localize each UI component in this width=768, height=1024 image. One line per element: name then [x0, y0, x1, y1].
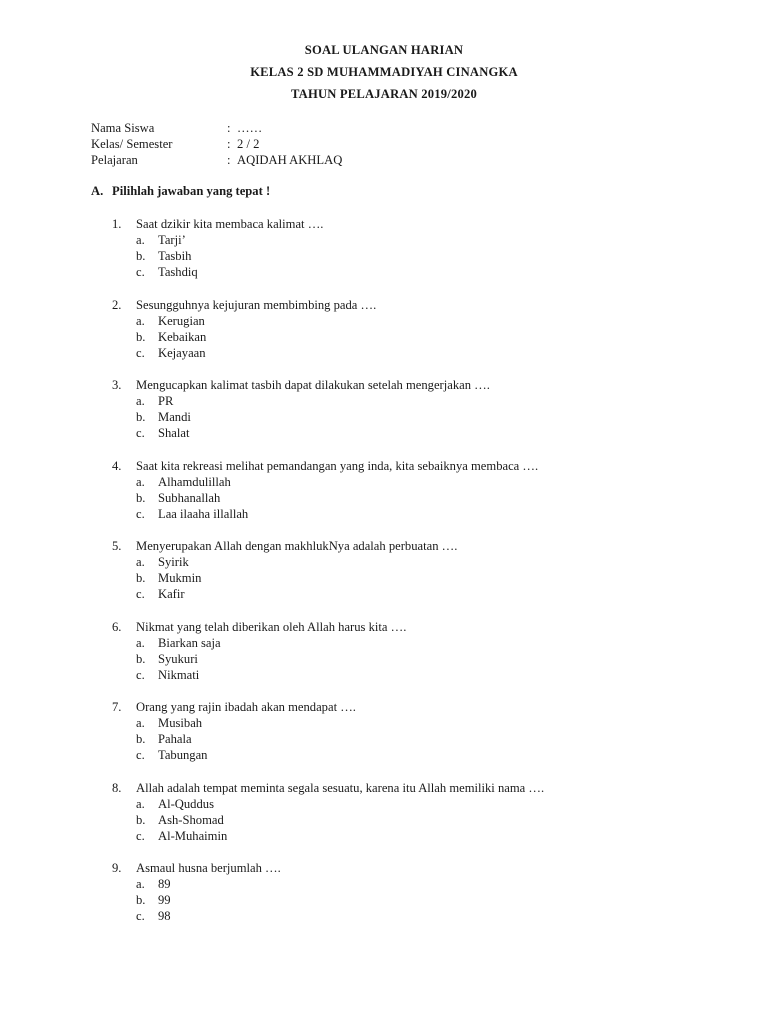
section-instruction: Pilihlah jawaban yang tepat ! — [112, 184, 271, 198]
answer-option — [112, 747, 752, 763]
question-stem — [112, 860, 752, 876]
answer-option — [112, 474, 752, 490]
answer-option — [112, 345, 752, 361]
header-year: TAHUN PELAJARAN 2019/2020 — [291, 87, 477, 101]
option-letter: c. — [136, 345, 145, 360]
option-letter: a. — [136, 877, 145, 891]
info-label: Pelajaran — [91, 153, 138, 167]
question-stem — [112, 377, 752, 393]
question-item — [112, 297, 752, 378]
document-header — [0, 39, 768, 105]
question-number: 4. — [112, 458, 122, 473]
answer-option — [112, 329, 752, 345]
question-number: 3. — [112, 378, 122, 392]
option-letter: c. — [136, 265, 145, 279]
option-text: Mandi — [158, 410, 191, 424]
info-colon: : — [227, 153, 231, 167]
option-letter: c. — [136, 748, 145, 762]
info-value: 2 / 2 — [237, 137, 260, 151]
answer-option — [112, 425, 752, 441]
option-letter: b. — [136, 249, 146, 263]
question-number: 5. — [112, 539, 122, 553]
option-letter: c. — [136, 667, 145, 682]
info-colon: : — [227, 137, 231, 151]
header-title: SOAL ULANGAN HARIAN — [304, 43, 464, 57]
question-item — [112, 377, 752, 458]
option-text: 89 — [158, 877, 171, 891]
option-letter: a. — [136, 474, 145, 489]
option-letter: b. — [136, 732, 146, 746]
answer-option — [112, 313, 752, 329]
option-letter: c. — [136, 828, 145, 843]
info-value: AQIDAH AKHLAQ — [237, 153, 343, 167]
answer-option — [112, 490, 752, 506]
answer-option — [112, 796, 752, 812]
answer-option — [112, 570, 752, 586]
question-text: Saat dzikir kita membaca kalimat …. — [136, 217, 324, 231]
option-text: Shalat — [158, 426, 190, 440]
answer-option — [112, 731, 752, 747]
question-item — [112, 699, 752, 780]
question-number: 2. — [112, 297, 122, 312]
option-letter: c. — [136, 587, 145, 601]
option-letter: a. — [136, 635, 145, 650]
option-letter: c. — [136, 909, 145, 923]
question-number: 7. — [112, 700, 122, 714]
section-heading — [91, 184, 270, 199]
option-letter: b. — [136, 329, 146, 344]
option-text: Nikmati — [158, 667, 200, 682]
option-letter: b. — [136, 571, 146, 585]
question-item — [112, 780, 752, 861]
question-item — [112, 458, 752, 539]
question-item — [112, 216, 752, 297]
answer-option — [112, 393, 752, 409]
option-text: Mukmin — [158, 571, 202, 585]
question-list — [112, 216, 752, 941]
question-stem — [112, 699, 752, 715]
question-text: Menyerupakan Allah dengan makhlukNya adalah perbuatan …. — [136, 539, 458, 553]
question-stem — [112, 297, 752, 313]
option-text: Kebaikan — [158, 329, 207, 344]
question-stem — [112, 216, 752, 232]
question-number: 1. — [112, 217, 122, 231]
question-text: Orang yang rajin ibadah akan mendapat …. — [136, 700, 356, 714]
question-number: 9. — [112, 861, 122, 875]
option-text: Al-Muhaimin — [158, 828, 228, 843]
answer-option — [112, 264, 752, 280]
question-item — [112, 619, 752, 700]
section-letter: A. — [91, 184, 104, 198]
option-text: Syukuri — [158, 651, 198, 666]
option-letter: b. — [136, 812, 146, 827]
option-text: Ash-Shomad — [158, 812, 224, 827]
question-item — [112, 538, 752, 619]
option-letter: b. — [136, 410, 146, 424]
option-text: Tarji’ — [158, 233, 186, 247]
answer-option — [112, 667, 752, 683]
question-text: Saat kita rekreasi melihat pemandangan yang inda, kita sebaiknya membaca …. — [136, 458, 539, 473]
question-number: 6. — [112, 619, 122, 634]
option-text: Al-Quddus — [158, 796, 214, 811]
answer-option — [112, 554, 752, 570]
option-text: Musibah — [158, 716, 203, 730]
option-text: Pahala — [158, 732, 192, 746]
question-stem — [112, 538, 752, 554]
option-letter: a. — [136, 233, 145, 247]
header-class: KELAS 2 SD MUHAMMADIYAH CINANGKA — [250, 65, 518, 79]
option-letter: c. — [136, 426, 145, 440]
question-text: Allah adalah tempat meminta segala sesuatu, karena itu Allah memiliki nama …. — [136, 780, 545, 795]
option-text: Subhanallah — [158, 490, 221, 505]
option-text: Kerugian — [158, 313, 205, 328]
question-text: Mengucapkan kalimat tasbih dapat dilakukan setelah mengerjakan …. — [136, 378, 490, 392]
option-letter: a. — [136, 716, 145, 730]
answer-option — [112, 812, 752, 828]
option-letter: b. — [136, 490, 146, 505]
question-stem — [112, 458, 752, 474]
option-letter: a. — [136, 313, 145, 328]
option-letter: a. — [136, 555, 145, 569]
info-value: …… — [237, 121, 263, 135]
answer-option — [112, 828, 752, 844]
option-text: Tashdiq — [158, 265, 198, 279]
option-text: Kejayaan — [158, 345, 206, 360]
answer-option — [112, 248, 752, 264]
option-text: Syirik — [158, 555, 189, 569]
option-letter: a. — [136, 394, 145, 408]
answer-option — [112, 908, 752, 924]
option-letter: a. — [136, 796, 145, 811]
option-text: Tasbih — [158, 249, 192, 263]
info-label: Kelas/ Semester — [91, 137, 173, 151]
answer-option — [112, 635, 752, 651]
answer-option — [112, 892, 752, 908]
option-letter: c. — [136, 506, 145, 521]
answer-option — [112, 506, 752, 522]
answer-option — [112, 232, 752, 248]
question-text: Sesungguhnya kejujuran membimbing pada …. — [136, 297, 377, 312]
option-text: 99 — [158, 893, 171, 907]
question-item — [112, 860, 752, 941]
option-text: Tabungan — [158, 748, 208, 762]
question-stem — [112, 780, 752, 796]
option-text: Laa ilaaha illallah — [158, 506, 249, 521]
option-text: PR — [158, 394, 174, 408]
option-text: Alhamdulillah — [158, 474, 231, 489]
question-text: Nikmat yang telah diberikan oleh Allah harus kita …. — [136, 619, 407, 634]
question-stem — [112, 619, 752, 635]
answer-option — [112, 715, 752, 731]
option-text: Biarkan saja — [158, 635, 221, 650]
answer-option — [112, 409, 752, 425]
info-colon: : — [227, 121, 231, 135]
answer-option — [112, 876, 752, 892]
question-number: 8. — [112, 780, 122, 795]
info-label: Nama Siswa — [91, 121, 155, 135]
option-text: Kafir — [158, 587, 185, 601]
question-text: Asmaul husna berjumlah …. — [136, 861, 281, 875]
answer-option — [112, 586, 752, 602]
option-letter: b. — [136, 651, 146, 666]
option-text: 98 — [158, 909, 171, 923]
option-letter: b. — [136, 893, 146, 907]
answer-option — [112, 651, 752, 667]
